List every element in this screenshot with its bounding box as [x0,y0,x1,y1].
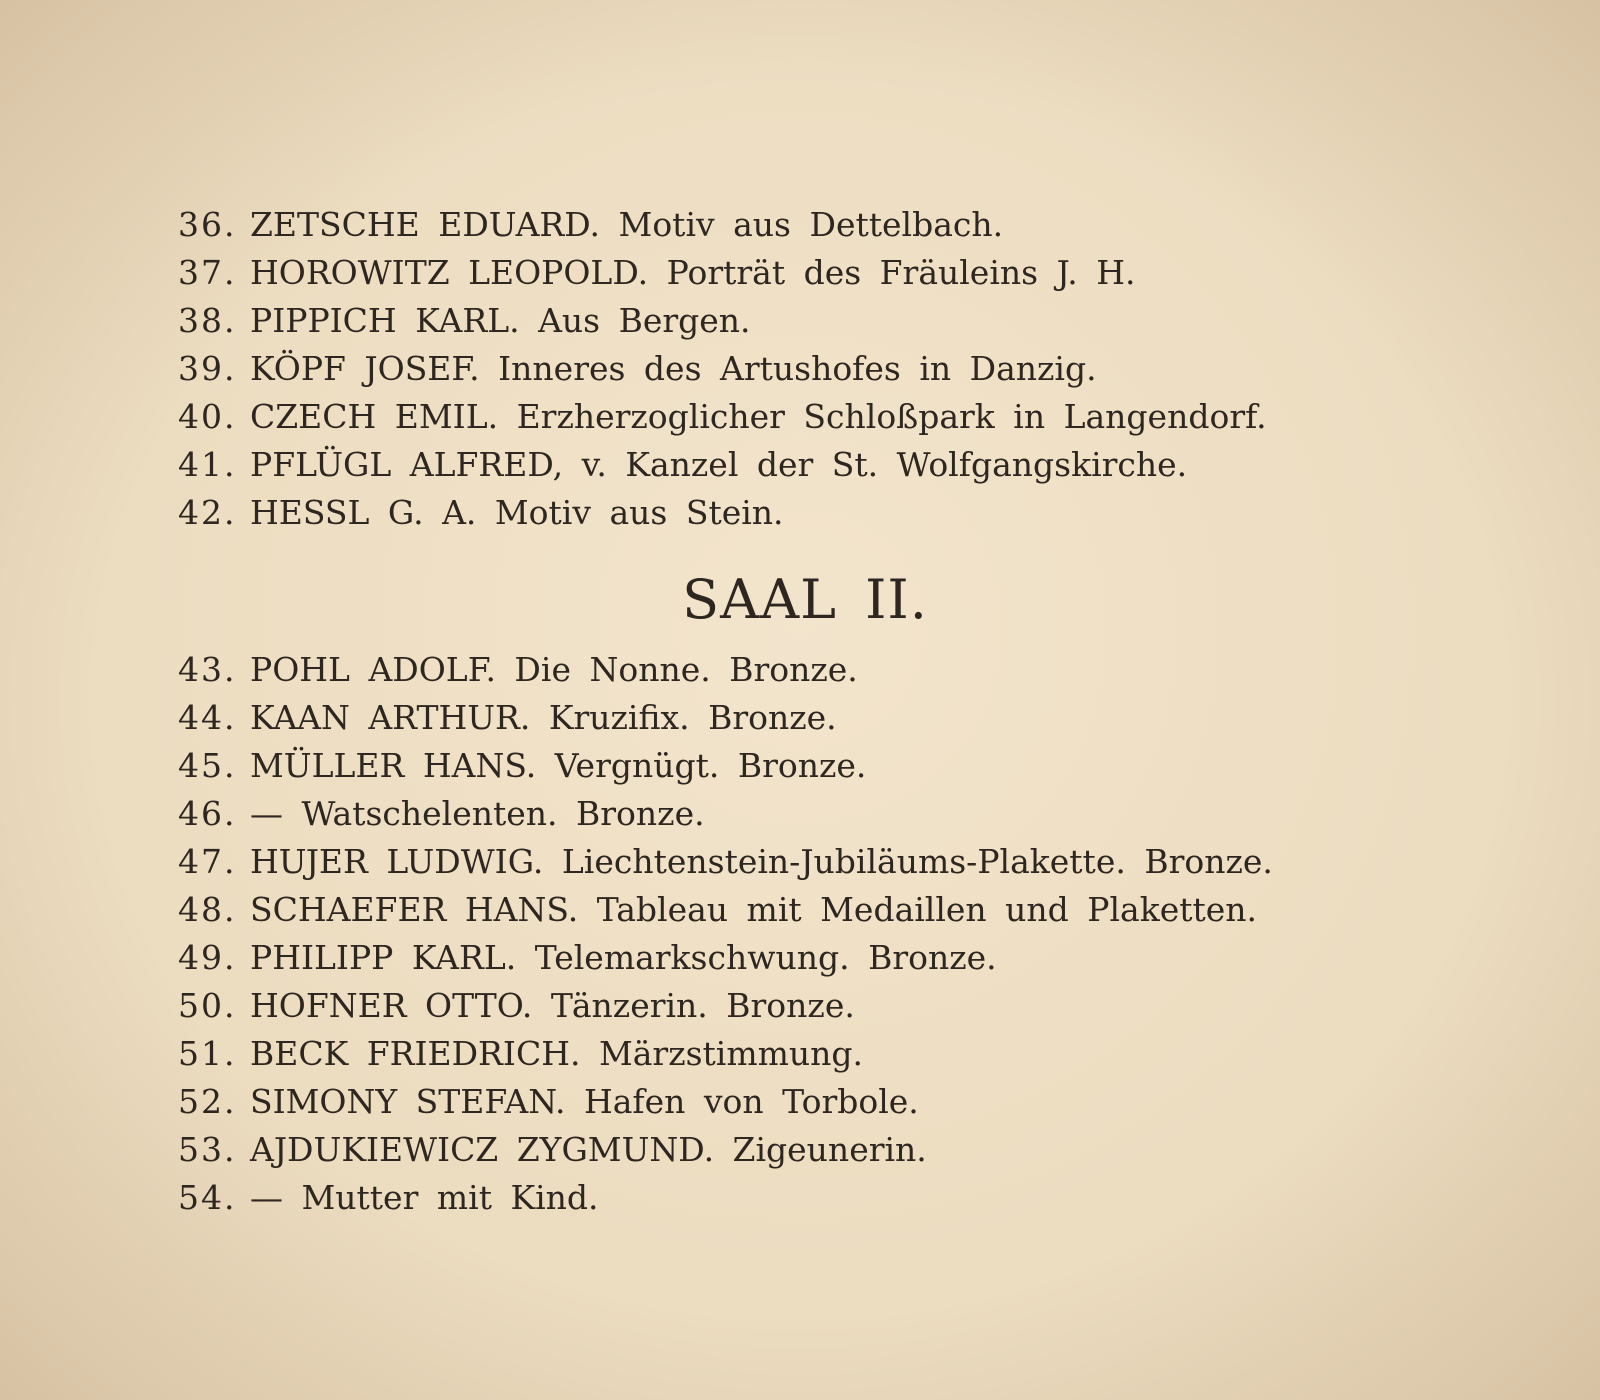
entry-number: 53. [178,1130,237,1169]
catalog-entry [0,982,1600,1030]
section-heading-saal-ii: SAAL II. [682,568,928,631]
catalog-entry [0,1126,1600,1174]
entry-number: 41. [178,445,237,484]
entry-text: HUJER LUDWIG. Liechtenstein-Jubiläums-Plakette. Bronze. [250,842,1273,881]
entry-number: 44. [178,698,237,737]
catalog-entry [0,297,1600,345]
entry-text: PIPPICH KARL. Aus Bergen. [250,301,751,340]
catalog-entry [0,441,1600,489]
entry-number: 51. [178,1034,237,1073]
entry-number: 39. [178,349,237,388]
entry-number: 49. [178,938,237,977]
entry-text: AJDUKIEWICZ ZYGMUND. Zigeunerin. [250,1130,927,1169]
catalog-entry [0,249,1600,297]
entry-number: 40. [178,397,237,436]
catalog-entry [0,790,1600,838]
entry-text: PHILIPP KARL. Telemarkschwung. Bronze. [250,938,997,977]
catalog-entry [0,1174,1600,1222]
catalog-entry [0,1078,1600,1126]
entry-number: 48. [178,890,237,929]
entry-text: HESSL G. A. Motiv aus Stein. [250,493,784,532]
entry-number: 37. [178,253,237,292]
catalog-entry [0,646,1600,694]
entry-text: — Mutter mit Kind. [250,1178,599,1217]
entry-text: PFLÜGL ALFRED, v. Kanzel der St. Wolfgangskirche. [250,445,1188,484]
entry-text: POHL ADOLF. Die Nonne. Bronze. [250,650,858,689]
entry-number: 50. [178,986,237,1025]
entry-text: MÜLLER HANS. Vergnügt. Bronze. [250,746,867,785]
catalog-entry [0,934,1600,982]
entry-text: CZECH EMIL. Erzherzoglicher Schloßpark in Langendorf. [250,397,1267,436]
catalog-entry [0,838,1600,886]
catalog-list-saal-i-continued [0,201,1600,537]
entry-number: 54. [178,1178,237,1217]
entry-text: — Watschelenten. Bronze. [250,794,705,833]
catalog-entry [0,742,1600,790]
catalog-entry [0,1030,1600,1078]
entry-text: BECK FRIEDRICH. Märzstimmung. [250,1034,864,1073]
catalog-list-saal-ii [0,646,1600,1222]
entry-text: HOFNER OTTO. Tänzerin. Bronze. [250,986,855,1025]
catalog-entry [0,886,1600,934]
entry-number: 46. [178,794,237,833]
entry-text: KÖPF JOSEF. Inneres des Artushofes in Danzig. [250,349,1097,388]
catalog-entry [0,694,1600,742]
catalog-entry [0,489,1600,537]
entry-number: 43. [178,650,237,689]
entry-text: KAAN ARTHUR. Kruzifix. Bronze. [250,698,837,737]
entry-text: HOROWITZ LEOPOLD. Porträt des Fräuleins J. H. [250,253,1136,292]
entry-number: 47. [178,842,237,881]
catalog-entry [0,201,1600,249]
entry-number: 45. [178,746,237,785]
entry-text: SCHAEFER HANS. Tableau mit Medaillen und Plaketten. [250,890,1258,929]
entry-text: ZETSCHE EDUARD. Motiv aus Dettelbach. [250,205,1004,244]
entry-number: 42. [178,493,237,532]
entry-number: 38. [178,301,237,340]
catalog-entry [0,393,1600,441]
entry-number: 52. [178,1082,237,1121]
catalog-entry [0,345,1600,393]
entry-number: 36. [178,205,237,244]
entry-text: SIMONY STEFAN. Hafen von Torbole. [250,1082,919,1121]
